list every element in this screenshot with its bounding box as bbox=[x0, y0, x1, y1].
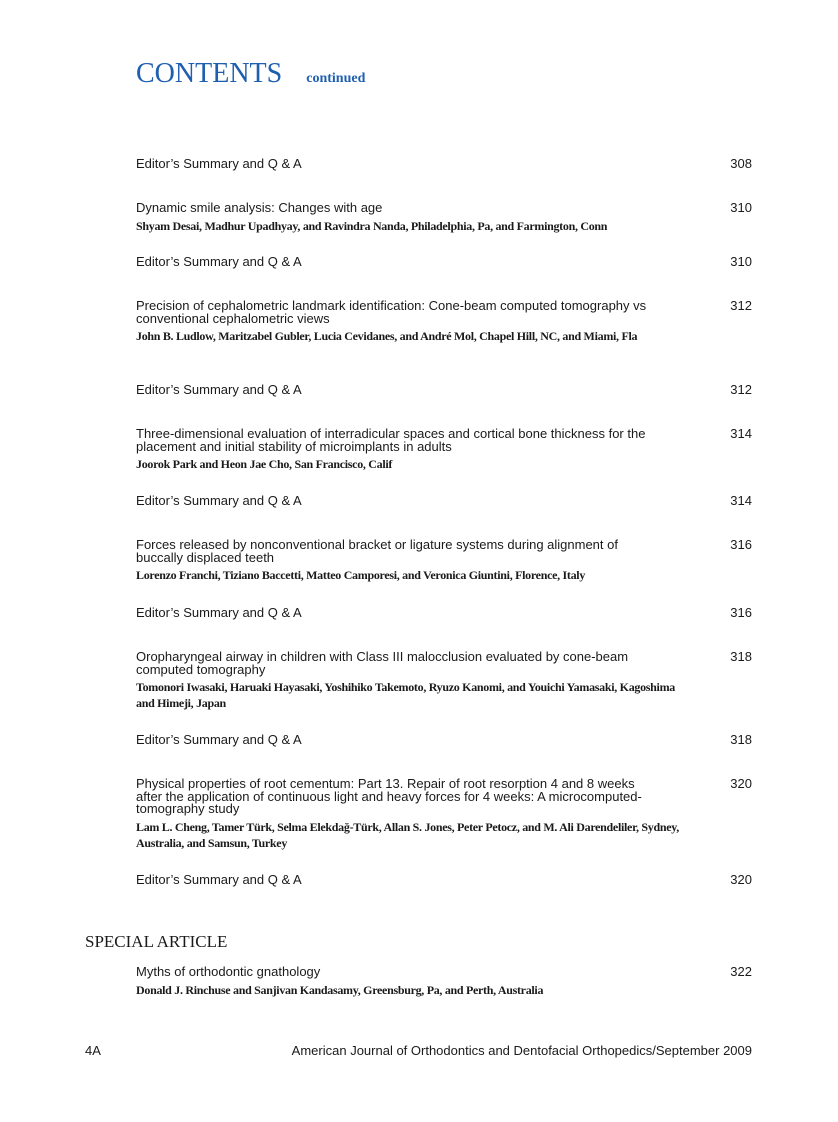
footer-journal: American Journal of Orthodontics and Dentofacial Orthopedics/September 2009 bbox=[291, 1043, 752, 1058]
entry-title[interactable]: Physical properties of root cementum: Part 13. Repair of root resorption 4 and 8 weeks after the application of continuous light and heavy forces for 4 weeks: A microcomputed-tomography study bbox=[136, 776, 642, 816]
entry-title[interactable]: Editor’s Summary and Q & A bbox=[136, 732, 302, 747]
entry-title[interactable]: Editor’s Summary and Q & A bbox=[136, 156, 302, 171]
footer-page-label: 4A bbox=[85, 1043, 101, 1058]
entry-authors: Tomonori Iwasaki, Haruaki Hayasaki, Yoshihiko Takemoto, Ryuzo Kanomi, and Youichi Yamasaki, Kagoshima and Himeji, Japan bbox=[136, 680, 675, 710]
entry-title[interactable]: Myths of orthodontic gnathology bbox=[136, 964, 321, 979]
entry-authors: John B. Ludlow, Maritzabel Gubler, Lucia Cevidanes, and André Mol, Chapel Hill, NC, and Miami, Fla bbox=[136, 329, 638, 343]
toc-entry-summary[interactable] bbox=[136, 495, 752, 508]
entry-title[interactable]: Precision of cephalometric landmark identification: Cone-beam computed tomography vs conventional cephalometric views bbox=[136, 298, 647, 326]
entry-page: 318 bbox=[730, 732, 752, 747]
entry-title[interactable]: Editor’s Summary and Q & A bbox=[136, 254, 302, 269]
entry-title[interactable]: Oropharyngeal airway in children with Class III malocclusion evaluated by cone-beam computed tomography bbox=[136, 649, 629, 677]
toc-entry-article[interactable] bbox=[136, 428, 752, 472]
toc-entry-article[interactable] bbox=[136, 202, 752, 234]
entry-title[interactable]: Editor’s Summary and Q & A bbox=[136, 872, 302, 887]
entry-title[interactable]: Forces released by nonconventional bracket or ligature systems during alignment of buccally displaced teeth bbox=[136, 537, 618, 565]
toc-entry-summary[interactable] bbox=[136, 384, 752, 397]
toc-entry-summary[interactable] bbox=[136, 734, 752, 747]
entry-title[interactable]: Editor’s Summary and Q & A bbox=[136, 382, 302, 397]
entry-authors: Lorenzo Franchi, Tiziano Baccetti, Matteo Camporesi, and Veronica Giuntini, Florence, Italy bbox=[136, 568, 586, 582]
entry-page: 320 bbox=[730, 776, 752, 791]
toc-entry-summary[interactable] bbox=[136, 256, 752, 269]
entry-page: 318 bbox=[730, 649, 752, 664]
entry-authors: Joorok Park and Heon Jae Cho, San Francisco, Calif bbox=[136, 457, 393, 471]
entry-page: 314 bbox=[730, 493, 752, 508]
entry-page: 310 bbox=[730, 200, 752, 215]
toc-entry-article[interactable] bbox=[136, 539, 752, 583]
entry-page: 314 bbox=[730, 426, 752, 441]
contents-header bbox=[136, 58, 365, 90]
special-article-heading: SPECIAL ARTICLE bbox=[85, 932, 228, 951]
entry-page: 310 bbox=[730, 254, 752, 269]
entry-authors: Lam L. Cheng, Tamer Türk, Selma Elekdağ-Türk, Allan S. Jones, Peter Petocz, and M. Ali Darendeliler, Sydney, Australia, and Samsun, Turkey bbox=[136, 819, 679, 850]
toc-entry-article[interactable] bbox=[136, 651, 752, 711]
contents-title: CONTENTS bbox=[136, 58, 283, 89]
entry-authors: Shyam Desai, Madhur Upadhyay, and Ravindra Nanda, Philadelphia, Pa, and Farmington, Conn bbox=[136, 218, 608, 233]
toc-entry-article[interactable] bbox=[136, 778, 752, 851]
toc-entry-article[interactable] bbox=[136, 300, 752, 344]
toc-entry-summary[interactable] bbox=[136, 607, 752, 620]
entry-authors: Donald J. Rinchuse and Sanjivan Kandasamy, Greensburg, Pa, and Perth, Australia bbox=[136, 982, 544, 997]
entry-page: 316 bbox=[730, 605, 752, 620]
toc-entry-summary[interactable] bbox=[136, 874, 752, 887]
entry-page: 308 bbox=[730, 156, 752, 171]
entry-page: 322 bbox=[730, 964, 752, 979]
entry-page: 316 bbox=[730, 537, 752, 552]
entry-title[interactable]: Dynamic smile analysis: Changes with age bbox=[136, 200, 383, 215]
entry-page: 312 bbox=[730, 382, 752, 397]
toc-entry-special[interactable] bbox=[136, 966, 752, 998]
entry-title[interactable]: Three-dimensional evaluation of interradicular spaces and cortical bone thickness for the placement and initial stability of microimplants in adults bbox=[136, 426, 646, 454]
entry-page: 312 bbox=[730, 298, 752, 313]
entry-title[interactable]: Editor’s Summary and Q & A bbox=[136, 605, 302, 620]
entry-title[interactable]: Editor’s Summary and Q & A bbox=[136, 493, 302, 508]
contents-continued: continued bbox=[306, 71, 366, 86]
toc-entry-summary[interactable] bbox=[136, 158, 752, 171]
entry-page: 320 bbox=[730, 872, 752, 887]
